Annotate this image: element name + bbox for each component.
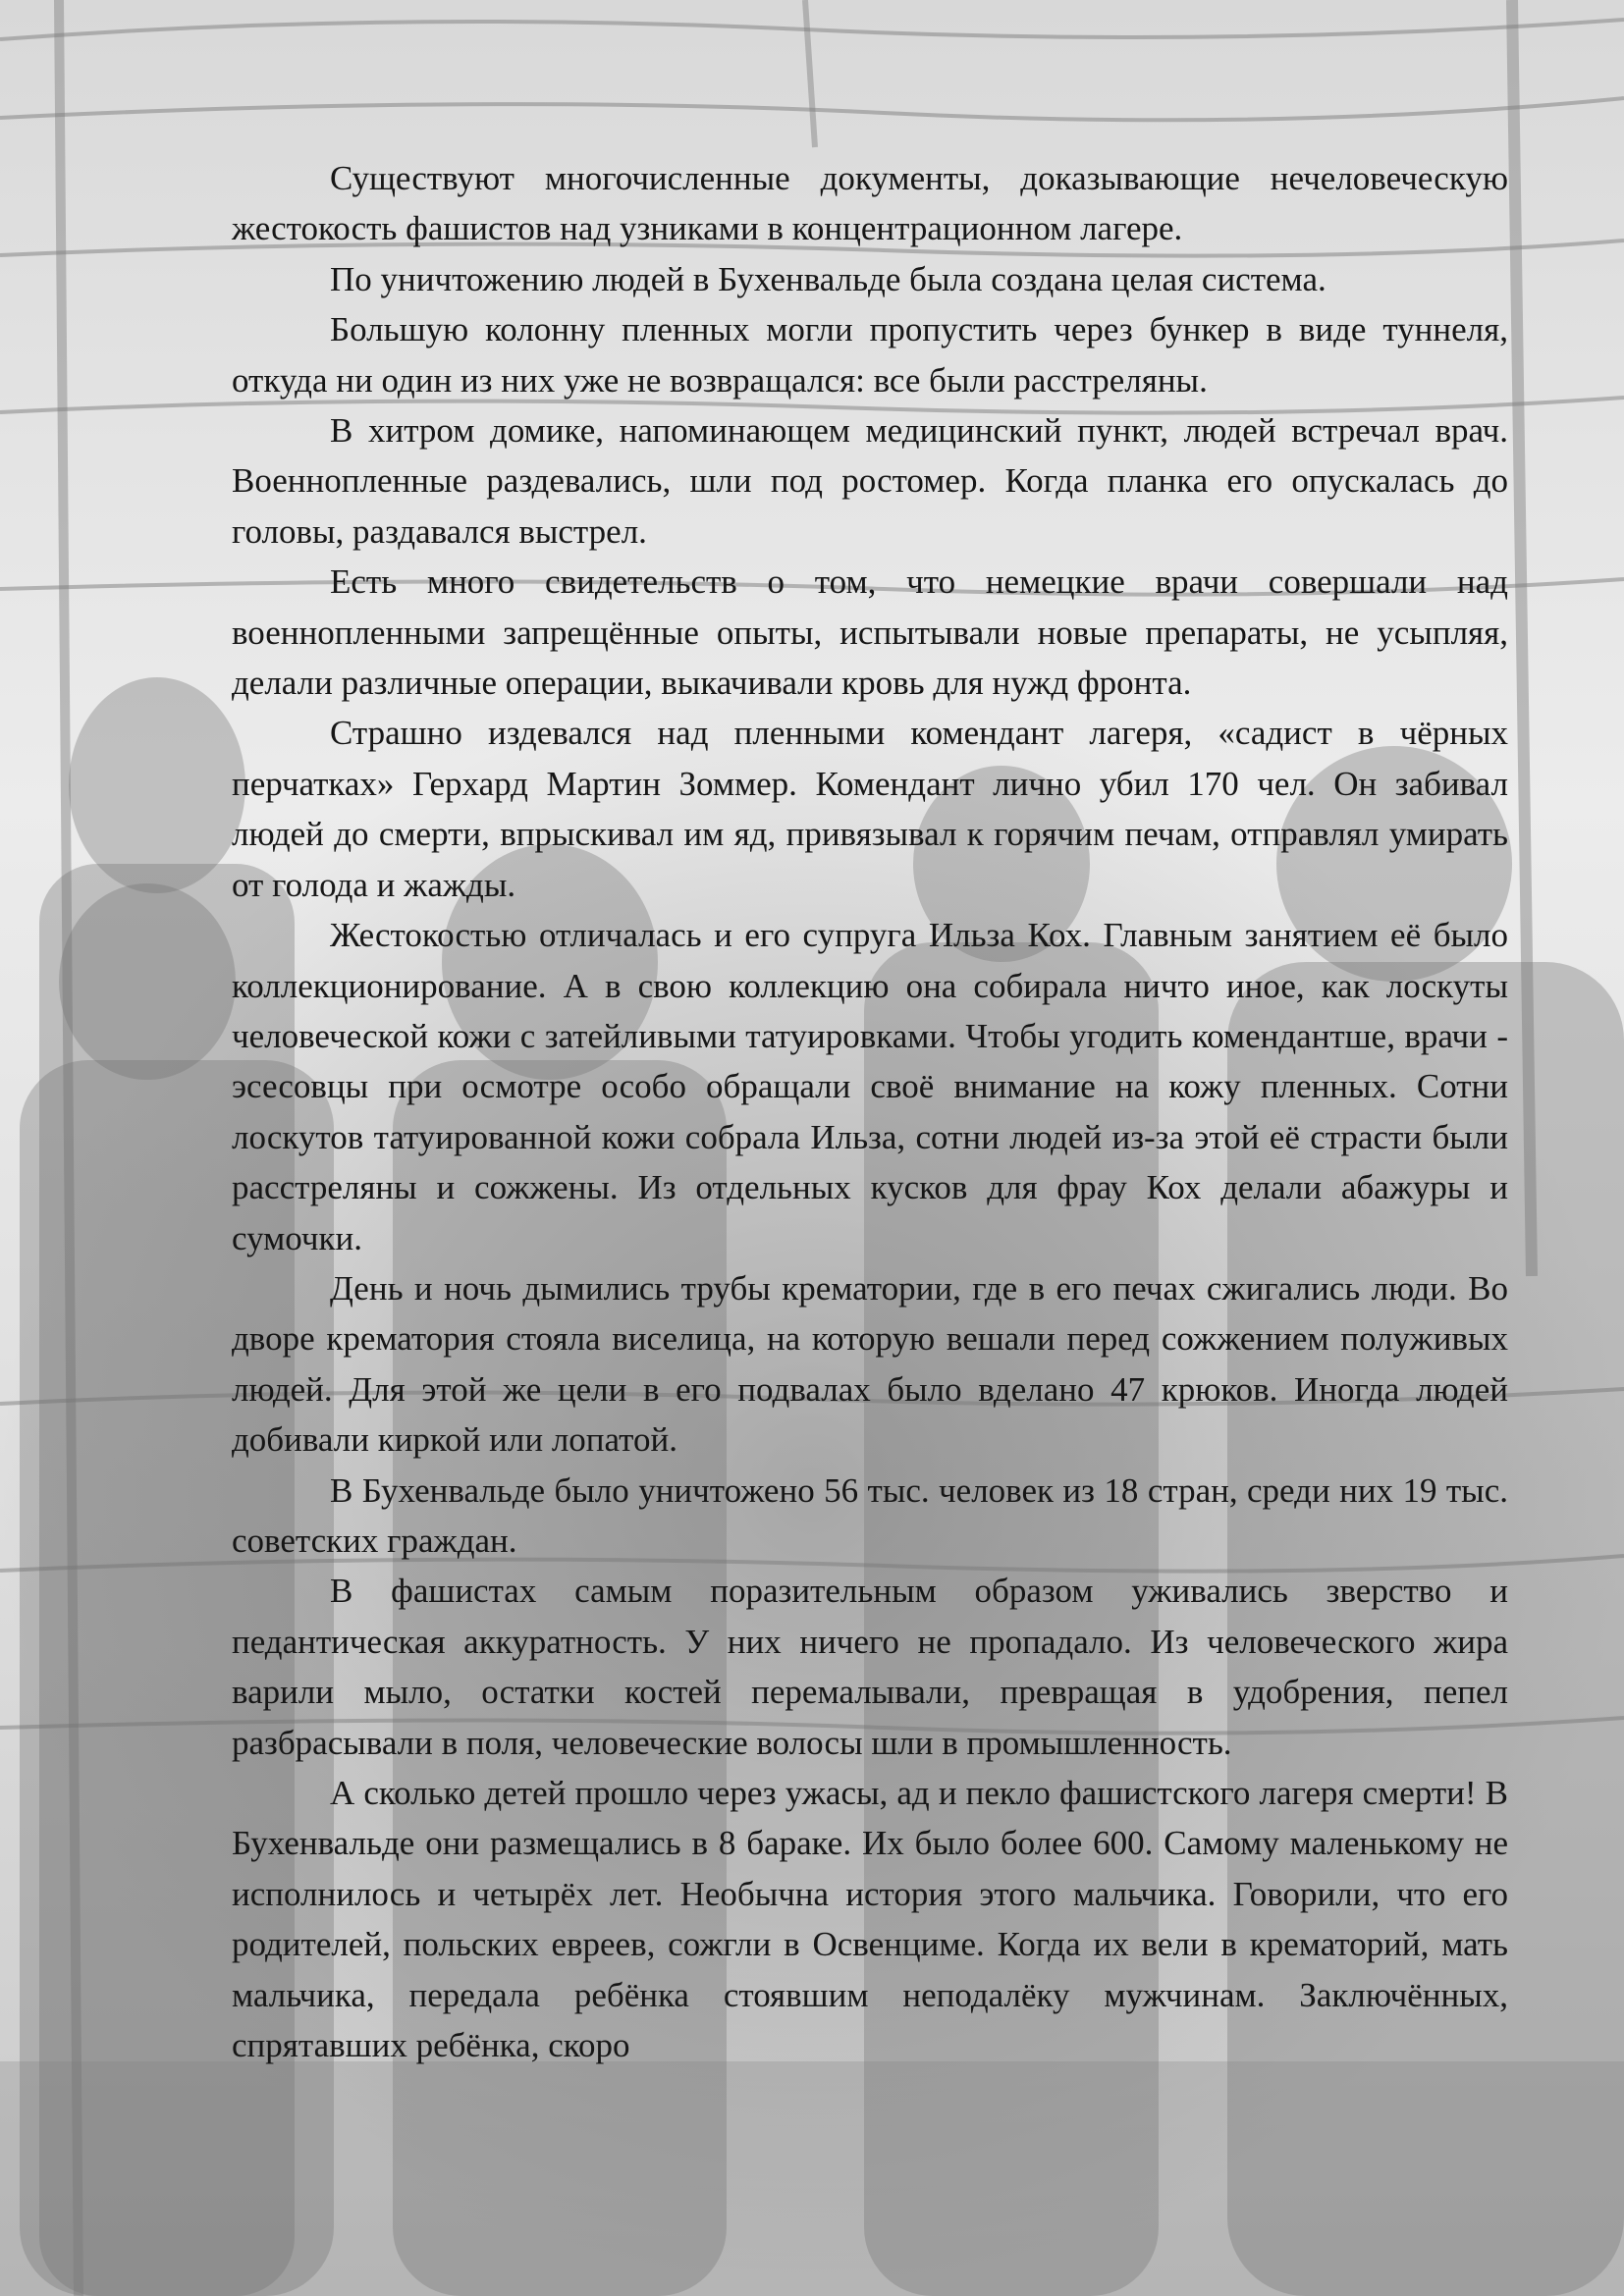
paragraph-9: В Бухенвальде было уничтожено 56 тыс. человек из 18 стран, среди них 19 тыс. советских граждан.	[232, 1470, 1508, 1560]
paragraph-7: Жестокостью отличалась и его супруга Ильза Кох. Главным занятием её было коллекционирование. А в свою коллекцию она собирала ничто иное, как лоскуты человеческой кожи с затейливыми татуировками. Чтобы угодить комендантше, врачи - эсесовцы при осмотре особо обращали своё внимание на кожу пленных. Сотни лоскутов татуированной кожи собрала Ильза, сотни людей из-за этой её страсти были расстреляны и сожжены. Из отдельных кусков для фрау Кох делали абажуры и сумочки.	[232, 916, 1508, 1257]
paragraph-1: Существуют многочисленные документы, доказывающие нечеловеческую жестокость фашистов над узниками в концентрационном лагере.	[232, 159, 1508, 248]
article-body	[232, 153, 1508, 2070]
paragraph-5: Есть много свидетельств о том, что немецкие врачи совершали над военнопленными запрещённые опыты, испытывали новые препараты, не усыпляя, делали различные операции, выкачивали кровь для нужд фронта.	[232, 562, 1508, 703]
paragraph-8: День и ночь дымились трубы крематории, где в его печах сжигались люди. Во дворе крематория стояла виселица, на которую вешали перед сожжением полуживых людей. Для этой же цели в его подвалах было вделано 47 крюков. Иногда людей добивали киркой или лопатой.	[232, 1268, 1508, 1460]
paragraph-6: Страшно издевался над пленными комендант лагеря, «садист в чёрных перчатках» Герхард Мартин Зоммер. Комендант лично убил 170 чел. Он забивал людей до смерти, впрыскивал им яд, привязывал к горячим печам, отправлял умирать от голода и жажды.	[232, 714, 1508, 904]
paragraph-3: Большую колонну пленных могли пропустить через бункер в виде туннеля, откуда ни один из них уже не возвращался: все были расстреляны.	[232, 310, 1508, 400]
paragraph-10: В фашистах самым поразительным образом уживались зверство и педантическая аккуратность. У них ничего не пропадало. Из человеческого жира варили мыло, остатки костей перемалывали, превращая в удобрения, пепел разбрасывали в поля, человеческие волосы шли в промышленность.	[232, 1572, 1508, 1762]
paragraph-2: По уничтожению людей в Бухенвальде была создана целая система.	[330, 259, 1326, 298]
paragraph-4: В хитром домике, напоминающем медицинский пункт, людей встречал врач. Военнопленные раздевались, шли под ростомер. Когда планка его опускалась до головы, раздавался выстрел.	[232, 411, 1508, 551]
paragraph-11: А сколько детей прошло через ужасы, ад и пекло фашистского лагеря смерти! В Бухенвальде они размещались в 8 бараке. Их было более 600. Самому маленькому не исполнилось и четырёх лет. Необычна история этого мальчика. Говорили, что его родителей, польских евреев, сожгли в Освенциме. Когда их вели в крематорий, мать мальчика, передала ребёнка стоявшим неподалёку мужчинам. Заключённых, спрятавших ребёнка, скоро	[232, 1774, 1508, 2065]
